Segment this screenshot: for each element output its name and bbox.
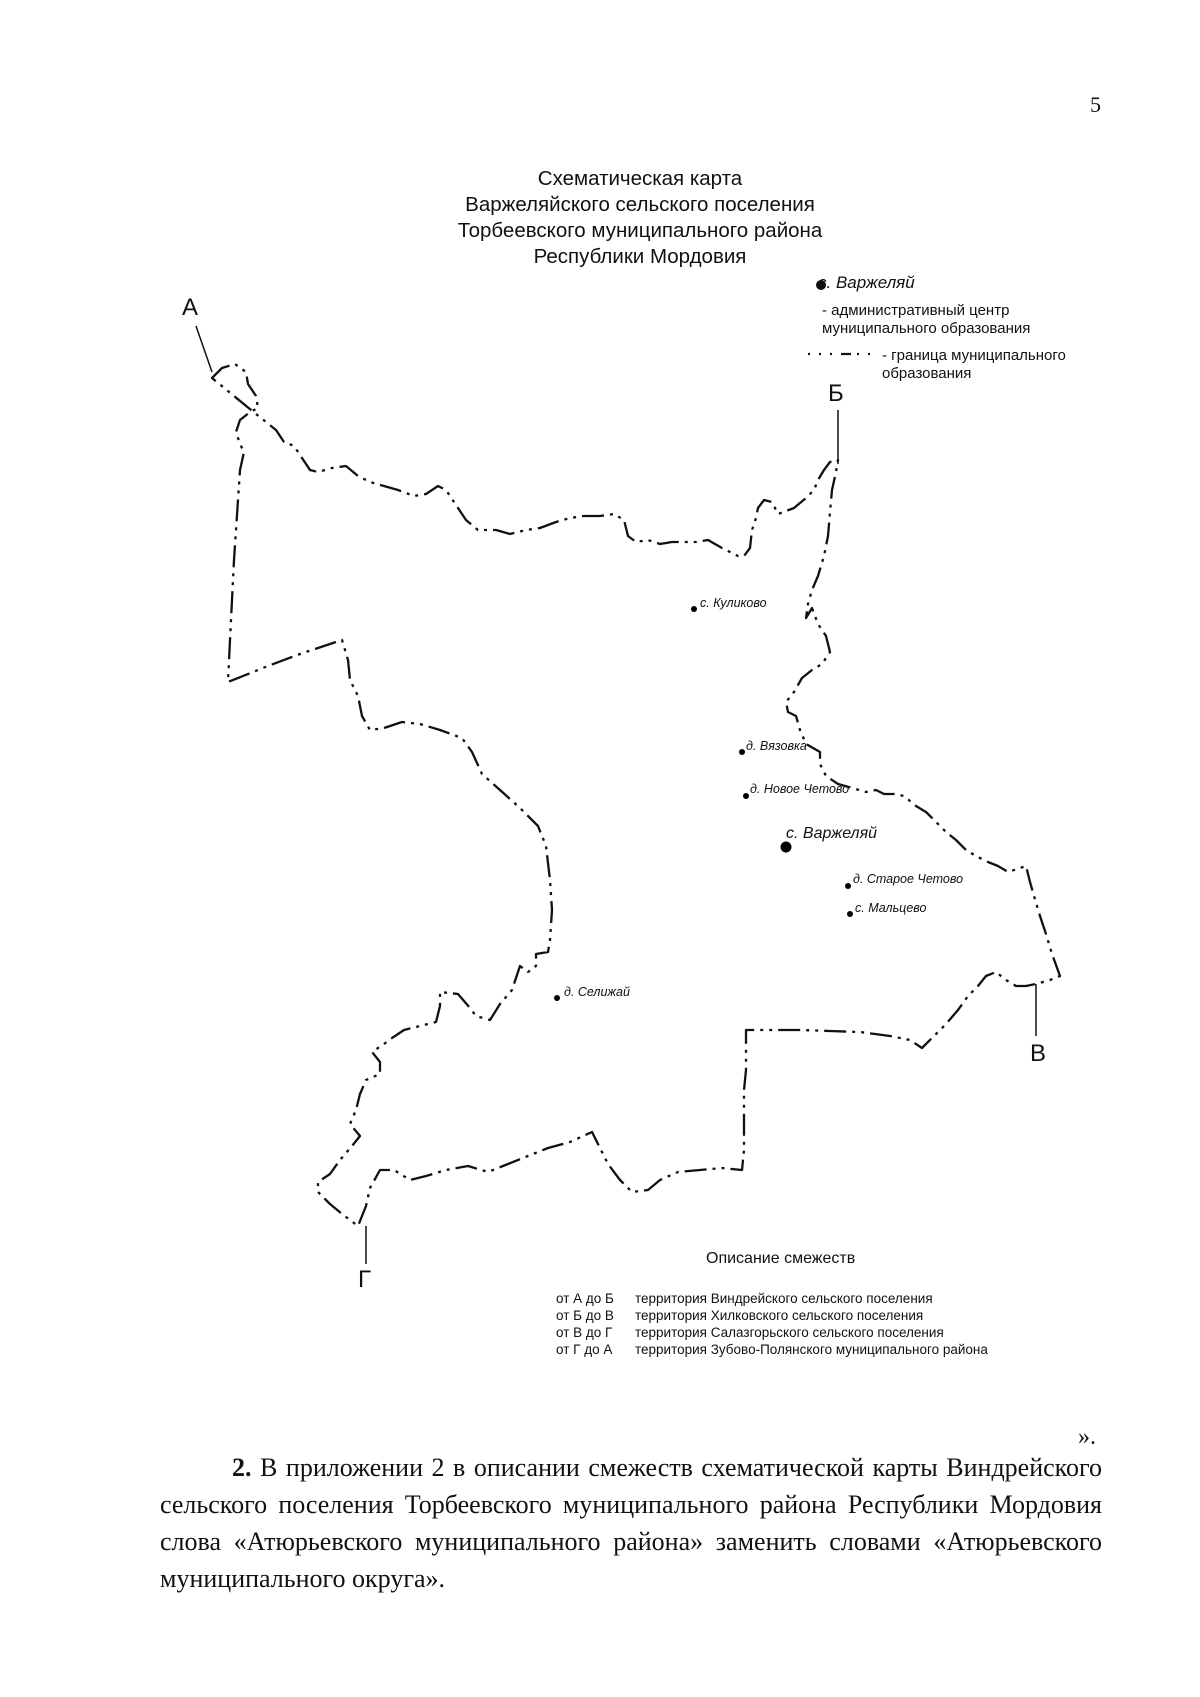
adjacency-territory: территория Хилковского сельского поселения [635, 1308, 924, 1323]
point-g-label: Г [358, 1266, 371, 1293]
village-label: с. Куликово [700, 596, 767, 610]
adjacency-row [556, 1341, 988, 1358]
point-a-label: А [182, 294, 199, 321]
village-dot [845, 883, 851, 889]
village-dot [691, 606, 697, 612]
adjacency-from: от В до Г [556, 1325, 613, 1340]
village-dot [739, 749, 745, 755]
municipal-border [212, 364, 1060, 1226]
village-dot [554, 995, 560, 1001]
point-a-leader [196, 326, 212, 372]
adjacency-from: от Б до В [556, 1308, 614, 1323]
page-number: 5 [1090, 92, 1101, 117]
point-b-label: Б [828, 380, 844, 407]
paragraph-text: В приложении 2 в описании смежеств схематической карты Виндрейского сельского поселения Торбеевского муниципального района Республики Мордовия слова «Атюрьевского муниципального района» заменить словами «Атюрьевского муниципального округа». [160, 1453, 1103, 1593]
amendment-paragraph [160, 1449, 1102, 1597]
admin-center-label: с. Варжеляй [786, 825, 878, 842]
adjacency-row [556, 1324, 988, 1341]
adjacency-table [556, 1290, 988, 1358]
legend-center-description: - административный центр муниципального образования [822, 302, 1031, 337]
adjacency-row [556, 1307, 988, 1324]
adjacency-from: от А до Б [556, 1291, 614, 1306]
adjacency-territory: территория Салазгорьского сельского поселения [635, 1325, 944, 1340]
map-title-line: Республики Мордовия [533, 245, 747, 268]
village-label: д. Вязовка [746, 739, 807, 753]
paragraph-number: 2. [232, 1453, 252, 1482]
closing-quote: ». [1078, 1424, 1096, 1450]
adjacency-territory: территория Зубово-Полянского муниципального района [635, 1342, 988, 1357]
adjacency-from: от Г до А [556, 1342, 613, 1357]
village-label: д. Старое Четово [853, 872, 964, 886]
adjacency-title: Описание смежеств [706, 1250, 856, 1267]
adjacency-row [556, 1290, 988, 1307]
legend-border-description: - граница муниципального образования [882, 347, 1066, 382]
map-title-line: Варжеляйского сельского поселения [465, 193, 815, 216]
map-title-line: Схематическая карта [537, 167, 743, 190]
village-label: д. Новое Четово [750, 782, 850, 796]
admin-center-dot [781, 842, 792, 853]
village-label: д. Селижай [564, 985, 630, 999]
map-title-line: Торбеевского муниципального района [457, 219, 823, 242]
village-label: с. Мальцево [855, 901, 927, 915]
legend-center-name: с. Варжеляй [818, 273, 915, 292]
point-v-label: В [1030, 1040, 1047, 1067]
village-dot [743, 793, 749, 799]
village-dot [847, 911, 853, 917]
adjacency-territory: территория Виндрейского сельского поселения [635, 1291, 933, 1306]
